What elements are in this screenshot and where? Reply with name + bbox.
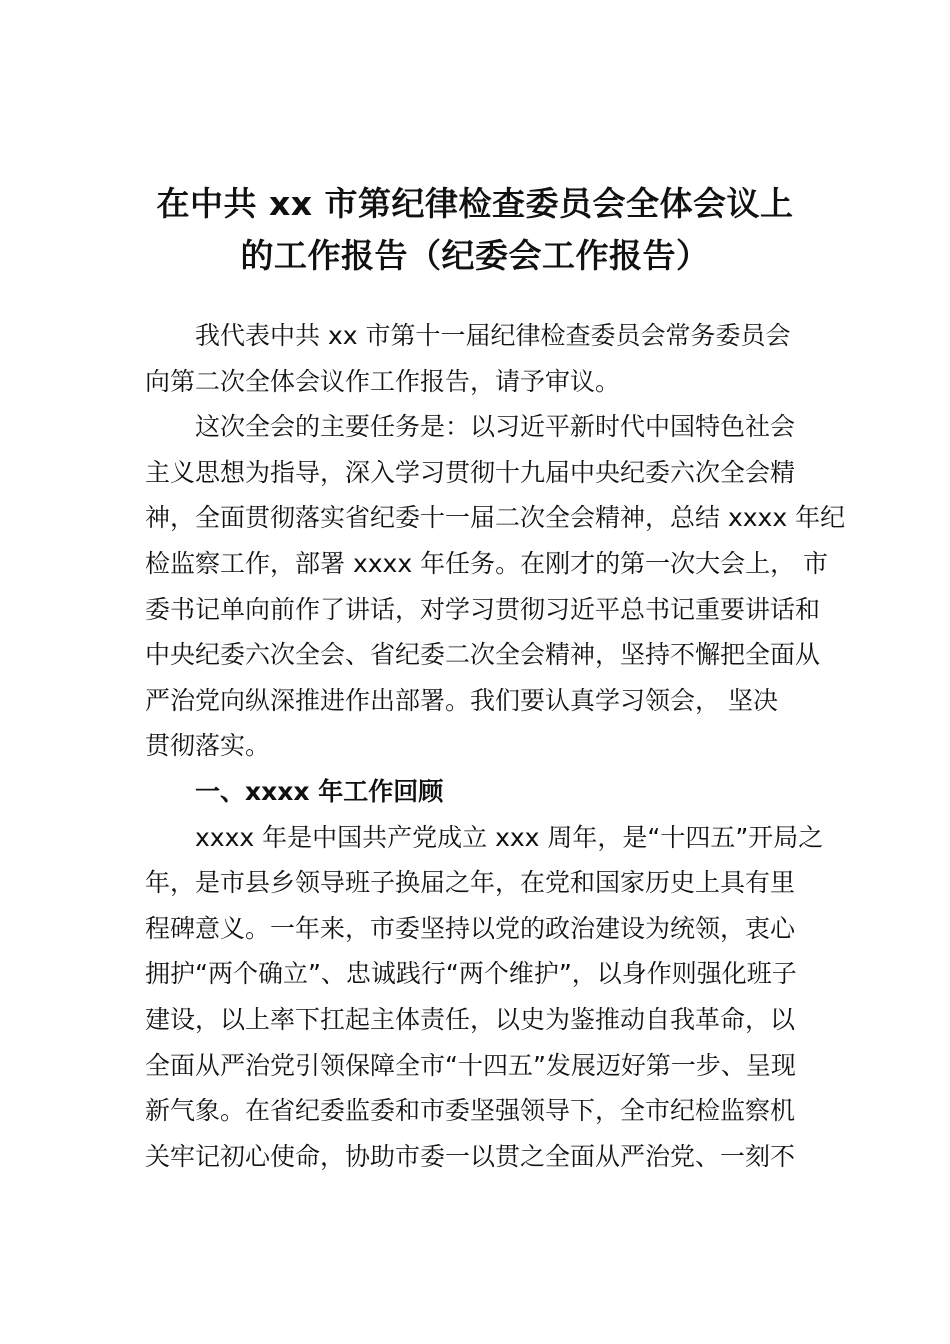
text-line: 贯彻落实。 (145, 731, 271, 761)
text-line: 拥护“两个确立”、忠诚践行“两个维护”，以身作则强化班子 (145, 959, 797, 989)
text-line: 主义思想为指导，深入学习贯彻十九届中央纪委六次全会精 (145, 457, 796, 487)
text-line: 建设，以上率下扛起主体责任，以史为鉴推动自我革命，以 (145, 1004, 796, 1034)
paragraph-review (145, 815, 824, 1180)
section-heading (145, 769, 817, 815)
text-line: 这次全会的主要任务是：以习近平新时代中国特色社会 (195, 412, 796, 442)
text-line: 严治党向纵深推进作出部署。我们要认真学习领会， 坚决 (145, 685, 778, 715)
paragraph-intro (145, 313, 817, 404)
text-line: 我代表中共 xx 市第十一届纪律检查委员会常务委员会 (195, 321, 791, 350)
text-line: 神，全面贯彻落实省纪委十一届二次全会精神，总结 xxxx 年纪 (145, 503, 846, 533)
text-line: 程碑意义。一年来，市委坚持以党的政治建设为统领，衷心 (145, 913, 796, 943)
text-line: 全面从严治党引领保障全市“十四五”发展迈好第一步、呈现 (145, 1050, 796, 1080)
text-line: xxxx 年是中国共产党成立 xxx 周年，是“十四五”开局之 (195, 822, 824, 852)
text-line: 检监察工作，部署 xxxx 年任务。在刚才的第一次大会上， 市 (145, 548, 829, 578)
text-line: 向第二次全体会议作工作报告，请予审议。 (145, 366, 621, 396)
text-line: 中央纪委六次全会、省纪委二次全会精神，坚持不懈把全面从 (145, 640, 821, 670)
text-line: 关牢记初心使命，协助市委一以贯之全面从严治党、一刻不 (145, 1141, 796, 1171)
title-line-1: 在中共 xx 市第纪律检查委员会全体会议上 (156, 184, 794, 223)
paragraph-main-tasks (145, 404, 846, 769)
document-title (100, 178, 850, 282)
text-line: 年，是市县乡领导班子换届之年，在党和国家历史上具有里 (145, 868, 796, 898)
text-line: 委书记单向前作了讲话，对学习贯彻习近平总书记重要讲话和 (145, 594, 821, 624)
section-heading-text: 一、xxxx 年工作回顾 (195, 776, 444, 806)
text-line: 新气象。在省纪委监委和市委坚强领导下，全市纪检监察机 (145, 1096, 796, 1126)
document-body (145, 313, 846, 1179)
title-line-2: 的工作报告（纪委会工作报告） (240, 236, 710, 275)
